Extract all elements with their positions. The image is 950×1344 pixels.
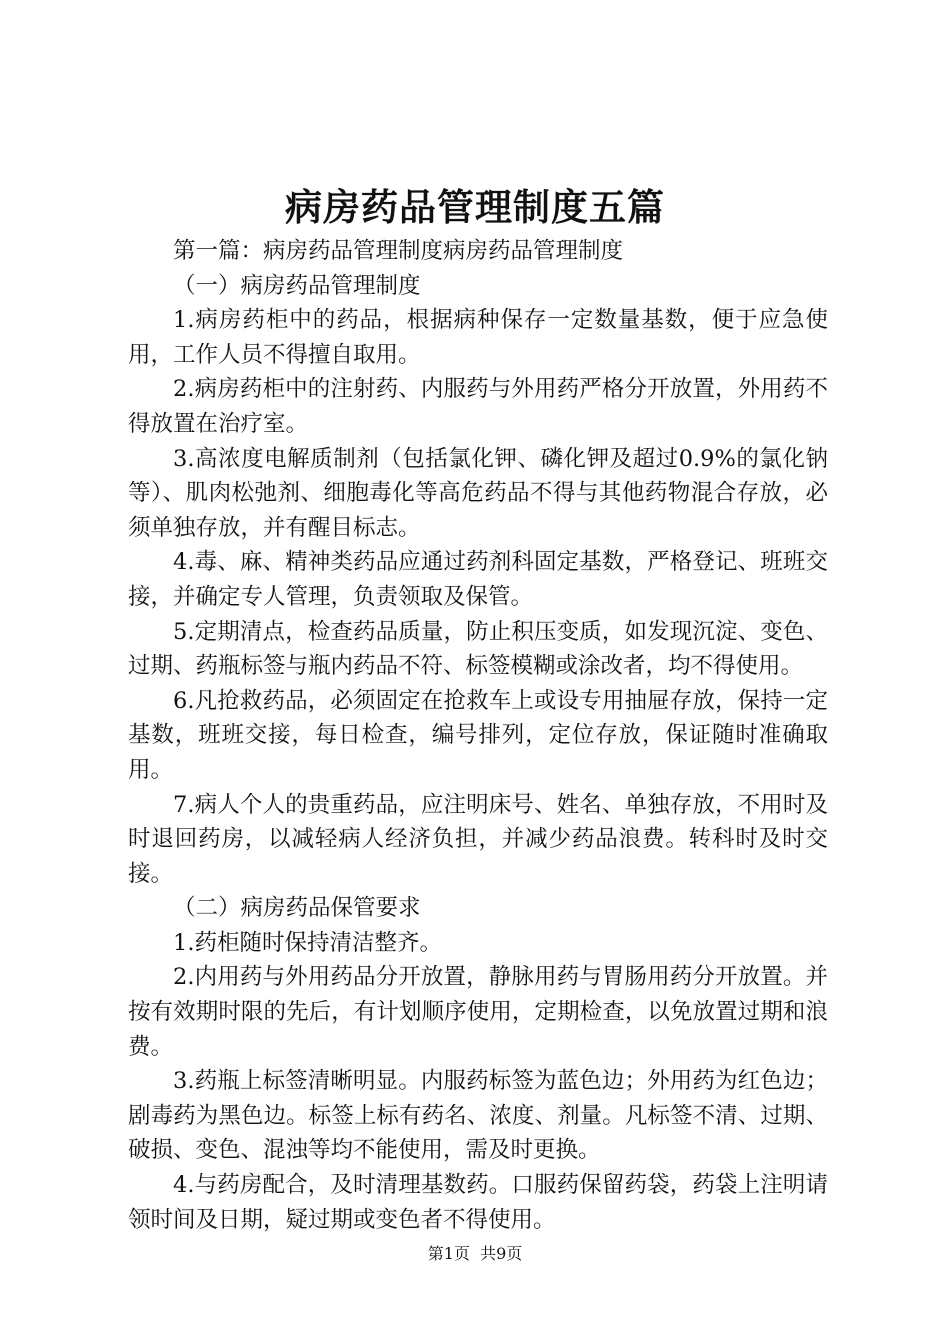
document-title: 病房药品管理制度五篇	[285, 185, 665, 229]
paragraph: 4.与药房配合，及时清理基数药。口服药保留药袋，药袋上注明请领时间及日期，疑过期或变色者不得使用。	[128, 1172, 828, 1233]
paragraph: 1.病房药柜中的药品，根据病种保存一定数量基数，便于应急使用，工作人员不得擅自取用。	[128, 307, 828, 368]
page-footer	[0, 1242, 950, 1266]
paragraph: 7.病人个人的贵重药品，应注明床号、姓名、单独存放，不用时及时退回药房，以减轻病人经济负担，并减少药品浪费。转科时及时交接。	[128, 791, 828, 887]
document-body	[128, 234, 828, 1237]
paragraph: 1.药柜随时保持清洁整齐。	[173, 929, 442, 956]
section-heading-1: 第一篇：病房药品管理制度病房药品管理制度	[173, 238, 624, 264]
paragraph: 6.凡抢救药品，必须固定在抢救车上或设专用抽屉存放，保持一定基数，班班交接，每日检查，编号排列，定位存放，保证随时准确取用。	[128, 687, 828, 783]
paragraph: 4.毒、麻、精神类药品应通过药剂科固定基数，严格登记、班班交接，并确定专人管理，负责领取及保管。	[128, 549, 828, 610]
paragraph: 2.病房药柜中的注射药、内服药与外用药严格分开放置，外用药不得放置在治疗室。	[128, 376, 828, 437]
paragraph: 2.内用药与外用药品分开放置，静脉用药与胃肠用药分开放置。并按有效期时限的先后，有计划顺序使用，定期检查，以免放置过期和浪费。	[128, 964, 828, 1060]
subsection-heading-2: （二）病房药品保管要求	[173, 895, 421, 922]
paragraph: 3.高浓度电解质制剂（包括氯化钾、磷化钾及超过0.9%的氯化钠等）、肌肉松弛剂、细胞毒化等高危药品不得与其他药物混合存放，必须单独存放，并有醒目标志。	[128, 445, 828, 541]
paragraph: 3.药瓶上标签清晰明显。内服药标签为蓝色边；外用药为红色边；剧毒药为黑色边。标签上标有药名、浓度、剂量。凡标签不清、过期、破损、变色、混浊等均不能使用，需及时更换。	[128, 1068, 828, 1164]
page-number: 第1页 共9页	[427, 1244, 523, 1263]
subsection-heading-1: （一）病房药品管理制度	[173, 272, 421, 299]
paragraph: 5.定期清点，检查药品质量，防止积压变质，如发现沉淀、变色、过期、药瓶标签与瓶内药品不符、标签模糊或涂改者，均不得使用。	[128, 618, 828, 680]
